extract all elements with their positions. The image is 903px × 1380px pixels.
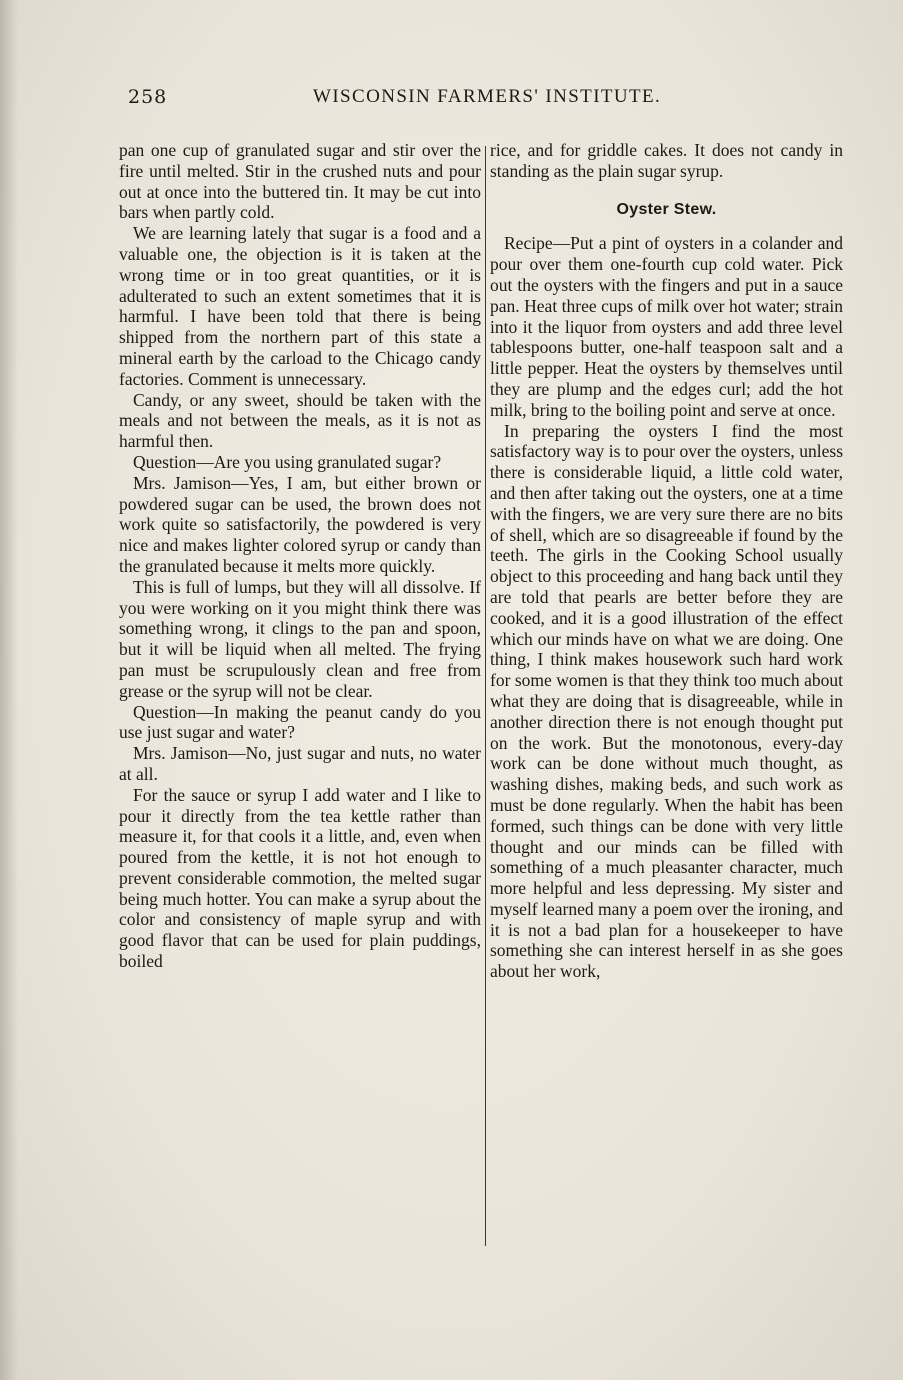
left-column	[119, 140, 481, 972]
paragraph: For the sauce or syrup I add water and I like to pour it directly from the tea kettle rather than measure it, for that cools it a little, and, even when poured from the kettle, it is not hot enough to prevent considerable commotion, the melted sugar being much hotter. You can make a syrup about the color and consistency of maple syrup and with good flavor that can be used for plain puddings, boiled	[119, 784, 481, 972]
paragraph: pan one cup of granulated sugar and stir over the fire until melted. Stir in the crushed nuts and pour out at once into the buttered tin. It may be cut into bars when partly cold.	[119, 140, 481, 223]
paragraph: Question—In making the peanut candy do you use just sugar and water?	[119, 701, 481, 743]
paragraph: Question—Are you using granulated sugar?	[133, 451, 442, 472]
section-title: Oyster Stew.	[616, 200, 717, 218]
running-head	[128, 86, 673, 114]
right-column	[490, 140, 843, 982]
paragraph: Candy, or any sweet, should be taken with the meals and not between the meals, as it is not as harmful then.	[119, 389, 481, 452]
page-number: 258	[128, 86, 168, 108]
paragraph: This is full of lumps, but they will all dissolve. If you were working on it you might think there was something wrong, it clings to the pan and spoon, but it will be liquid when all melted. The frying pan must be scrupulously clean and free from grease or the syrup will not be clear.	[119, 576, 481, 701]
paragraph: rice, and for griddle cakes. It does not candy in standing as the plain sugar syrup.	[490, 140, 843, 181]
paragraph: In preparing the oysters I find the most satisfactory way is to pour over the oysters, unless there is considerable liquid, a little cold water, and then after taking out the oysters, one at a time with the fingers, we are very sure there are no bits of shell, which are so disagreeable if found by the teeth. The girls in the Cooking School usually object to this proceeding and hang back until they are told that pearls are better before they are cooked, and it is a good illustration of the effect which our minds have on what we are doing. One thing, I think makes housework such hard work for some women is that they think too much about what they are doing that is disagreeable, while in another direction there is not enough thought put on the work. But the monotonous, every-day work can be done without much thought, as washing dishes, making beds, and such work as must be done regularly. When the habit has been formed, such things can be done with very little thought and our minds can be filled with something of a much pleasanter character, much more helpful and less depressing. My sister and myself learned many a poem over the ironing, and it is not a bad plan for a housekeeper to have something she can interest herself in as she goes about her work,	[490, 420, 843, 982]
paragraph: Mrs. Jamison—Yes, I am, but either brown or powdered sugar can be used, the brown does not work quite so satisfactorily, the powdered is very nice and makes lighter colored syrup or candy than the granulated because it melts more quickly.	[119, 472, 481, 576]
paragraph: Mrs. Jamison—No, just sugar and nuts, no water at all.	[119, 743, 481, 784]
journal-title: WISCONSIN FARMERS' INSTITUTE.	[313, 86, 662, 107]
binding-shadow	[0, 0, 18, 1380]
paragraph: We are learning lately that sugar is a food and a valuable one, the objection is it is taken at the wrong time or in too great quantities, or it is adulterated to such an extent sometimes that it is harmful. I have been told that there is being shipped from the northern part of this state a mineral earth by the carload to the Chicago candy factories. Comment is unnecessary.	[119, 223, 481, 389]
paragraph: Recipe—Put a pint of oysters in a colander and pour over them one-fourth cup cold water. Pick out the oysters with the fingers and put in a sauce pan. Heat three cups of milk over hot water; strain into it the liquor from oysters and add three level tablespoons butter, one-half teaspoon salt and a little pepper. Heat the oysters by themselves until they are plump and the edges curl; add the hot milk, bring to the boiling point and serve at once.	[490, 233, 843, 420]
column-rule	[485, 146, 486, 1246]
